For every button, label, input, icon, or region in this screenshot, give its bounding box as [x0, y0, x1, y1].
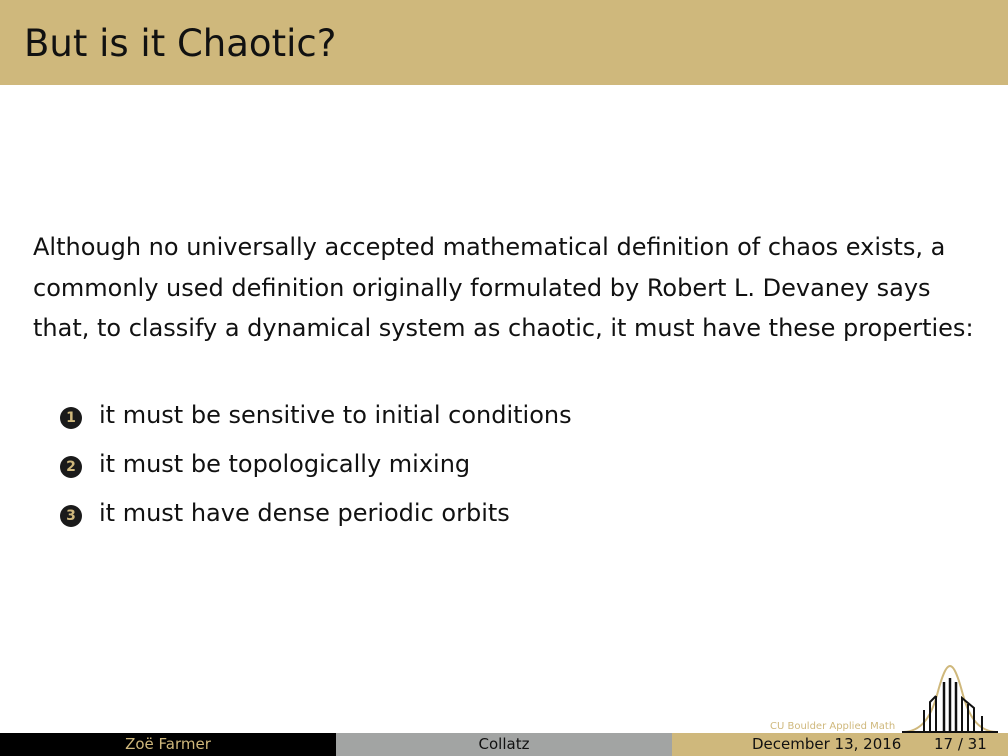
footer-date: December 13, 2016	[752, 735, 902, 753]
footer-date-page	[672, 733, 1008, 756]
building-logo-icon	[900, 660, 1000, 733]
intro-paragraph: Although no universally accepted mathematical definition of chaos exists, a commonly used definition originally formulated by Robert L. Devaney says that, to classify a dynamical system as chaotic, it must have these properties:	[33, 233, 974, 342]
footer-author: Zoë Farmer	[0, 733, 336, 756]
list-number-badge: 2	[60, 456, 82, 478]
title-bar	[0, 0, 1008, 85]
slide-title: But is it Chaotic?	[24, 22, 337, 65]
footer-short-title: Collatz	[336, 733, 672, 756]
list-number-badge: 3	[60, 505, 82, 527]
footer-page-number: 17 / 31	[934, 735, 987, 753]
list-item-text: it must have dense periodic orbits	[99, 499, 510, 527]
footer-bar	[0, 733, 1008, 756]
logo-caption: CU Boulder Applied Math	[770, 721, 896, 732]
list-item-text: it must be sensitive to initial conditions	[99, 401, 572, 429]
list-item-text: it must be topologically mixing	[99, 450, 471, 478]
list-number-badge: 1	[60, 407, 82, 429]
